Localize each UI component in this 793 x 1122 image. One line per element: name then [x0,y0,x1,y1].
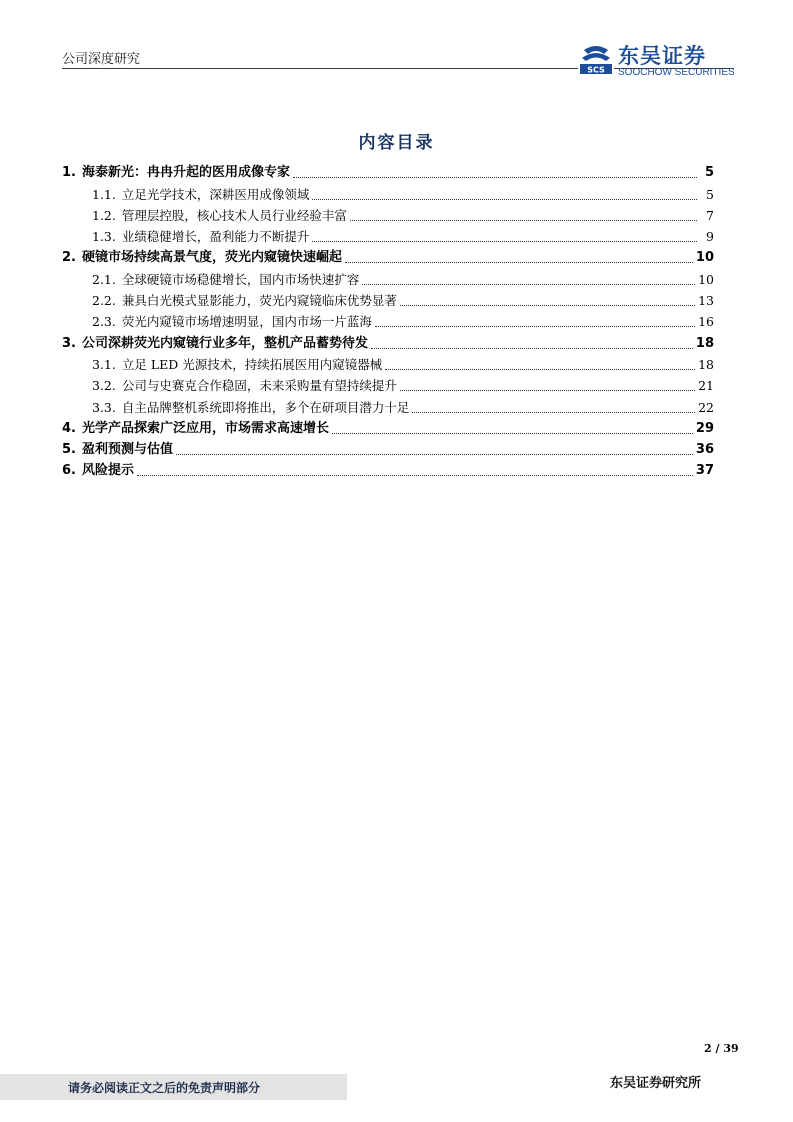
toc-entry-page: 18 [698,356,714,372]
toc-entry-title: 荧光内窥镜市场增速明显，国内市场一片蓝海 [121,314,372,330]
toc-leader-dots [375,326,695,327]
toc-leader-dots [350,220,697,221]
toc-entry-section[interactable] [62,224,714,245]
toc-entry-title: 硬镜市场持续高景气度，荧光内窥镜快速崛起 [81,250,342,266]
toc-entry-title: 管理层控股，核心技术人员行业经验丰富 [121,207,347,223]
report-type-label: 公司深度研究 [62,52,141,67]
company-logo [578,40,738,82]
toc-entry-page: 21 [698,378,714,394]
toc-entry-title: 光学产品探索广泛应用，市场需求高速增长 [81,420,329,436]
toc-entry-chapter[interactable] [62,245,714,266]
toc-leader-dots [312,241,697,242]
toc-entry-number: 1. [62,165,76,181]
toc-entry-page: 9 [706,229,714,245]
toc-entry-title: 盈利预测与估值 [81,442,173,458]
toc-entry-number: 3.3. [92,399,116,415]
toc-entry-chapter[interactable] [62,416,714,437]
soochow-logo-icon [578,40,614,76]
toc-entry-chapter[interactable] [62,458,714,479]
toc-leader-dots [412,412,695,413]
toc-entry-page: 18 [695,335,714,351]
toc-entry-page: 22 [698,399,714,415]
toc-leader-dots [400,305,695,306]
toc-entry-number: 2.2. [92,293,116,309]
toc-entry-number: 4. [62,420,76,436]
toc-entry-number: 1.3. [92,229,116,245]
toc-entry-page: 10 [695,250,714,266]
toc-entry-title: 全球硬镜市场稳健增长，国内市场快速扩容 [121,271,360,287]
logo-chinese-name: 东吴证券 [618,44,706,68]
footer-company-name: 东吴证券研究所 [610,1076,702,1091]
toc-leader-dots [345,262,693,263]
toc-entry-page: 16 [698,314,714,330]
table-of-contents [62,160,714,479]
toc-leader-dots [176,454,693,455]
toc-entry-number: 2.3. [92,314,116,330]
logo-english-name: SOOCHOW SECURITIES [618,67,735,78]
toc-entry-chapter[interactable] [62,437,714,458]
toc-entry-title: 海泰新光：冉冉升起的医用成像专家 [81,165,290,181]
toc-title: 内容目录 [358,133,435,153]
toc-leader-dots [312,199,697,200]
toc-entry-number: 3. [62,335,76,351]
toc-entry-page: 5 [704,165,714,181]
toc-entry-section[interactable] [62,181,714,202]
toc-entry-number: 1.2. [92,207,116,223]
toc-leader-dots [137,475,693,476]
toc-entry-section[interactable] [62,288,714,309]
toc-entry-page: 37 [695,463,714,479]
toc-entry-number: 6. [62,463,76,479]
toc-entry-title: 业绩稳健增长，盈利能力不断提升 [121,229,310,245]
toc-leader-dots [362,284,695,285]
toc-leader-dots [385,369,695,370]
toc-entry-number: 3.2. [92,378,116,394]
toc-entry-title: 立足 LED 光源技术，持续拓展医用内窥镜器械 [121,356,383,372]
toc-entry-page: 36 [695,442,714,458]
toc-entry-number: 2. [62,250,76,266]
toc-entry-page: 7 [706,207,714,223]
toc-entry-section[interactable] [62,309,714,330]
toc-leader-dots [400,390,695,391]
toc-entry-number: 3.1. [92,356,116,372]
toc-entry-title: 风险提示 [81,463,134,479]
toc-entry-number: 1.1. [92,186,116,202]
logo-mark-text: SCS [587,65,605,75]
toc-entry-section[interactable] [62,203,714,224]
toc-entry-chapter[interactable] [62,330,714,351]
toc-entry-chapter[interactable] [62,160,714,181]
disclaimer-notice: 请务必阅读正文之后的免责声明部分 [68,1081,261,1095]
toc-leader-dots [293,177,697,178]
toc-entry-title: 兼具白光模式显影能力，荧光内窥镜临床优势显著 [121,293,397,309]
toc-entry-title: 公司深耕荧光内窥镜行业多年，整机产品蓄势待发 [81,335,368,351]
toc-entry-section[interactable] [62,394,714,415]
toc-entry-title: 公司与史赛克合作稳固，未来采购量有望持续提升 [121,378,397,394]
toc-entry-page: 13 [698,293,714,309]
toc-entry-section[interactable] [62,373,714,394]
toc-entry-number: 5. [62,442,76,458]
toc-entry-page: 5 [706,186,714,202]
page-indicator: 2 / 39 [704,1042,739,1055]
toc-entry-section[interactable] [62,352,714,373]
toc-entry-title: 自主品牌整机系统即将推出，多个在研项目潜力十足 [121,399,410,415]
toc-entry-section[interactable] [62,266,714,287]
toc-leader-dots [371,348,693,349]
toc-entry-page: 10 [698,271,714,287]
toc-entry-title: 立足光学技术，深耕医用成像领域 [121,186,310,202]
toc-leader-dots [332,433,693,434]
toc-entry-number: 2.1. [92,271,116,287]
toc-entry-page: 29 [695,420,714,436]
